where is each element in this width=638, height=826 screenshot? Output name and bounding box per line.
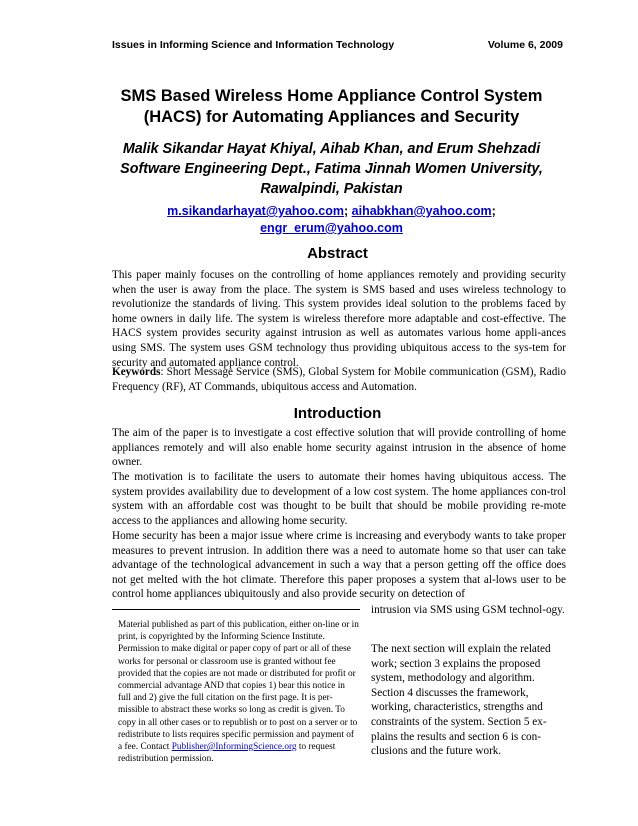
author-emails — [100, 203, 563, 237]
intro-paragraph-1: The aim of the paper is to investigate a cost effective solution that will provide controlling of home appliances remotely and will also enable home security against intrusion in the absence of home owner. — [112, 427, 566, 469]
intro-paragraph-3-continued: intrusion via SMS using GSM technol-ogy. — [371, 604, 565, 616]
author-names: Malik Sikandar Hayat Khiyal, Aihab Khan, and Erum Shehzadi — [122, 141, 541, 157]
notice-divider — [112, 609, 360, 610]
title-line-1: SMS Based Wireless Home Appliance Control System — [120, 87, 543, 105]
email-link-3[interactable]: engr_erum@yahoo.com — [260, 221, 403, 235]
keywords-paragraph — [112, 365, 566, 394]
title-line-2: (HACS) for Automating Appliances and Security — [143, 108, 520, 126]
intro-paragraph-3: Home security has been a major issue where crime is increasing and everybody wants to take proper measures to prevent intrusion. In addition there was a need to automate home so that user can take advantage of the technological advancement in such a way that a person getting off the office does not get melted with the hot climate. Therefore this paper proposes a system that al-lows user to be control home appliances ubiquitously and also provide security on detection of — [112, 530, 566, 601]
abstract-body: This paper mainly focuses on the controlling of home appliances remotely and providing security when the user is away from the place. The system is SMS based and uses wireless technology to revolutionize the standards of living. This system provides ideal solution to the problems faced by home owners in daily life. The system is wireless therefore more adaptable and cost-effective. The HACS system provides security against intrusion as well as automates various home appli-ances using SMS. The system uses GSM technology thus providing ubiquitous access to the sys-tem for security and automated appliance control. — [112, 269, 566, 369]
email-link-1[interactable]: m.sikandarhayat@yahoo.com — [167, 204, 345, 218]
intro-paragraph-4: The next section will explain the related work; section 3 explains the proposed system, methodology and algorithm. Section 4 discusses the framework, working, characteristics, strengths and constraints of the system. Section 5 ex-plains the results and section 6 is con-clusions and the future work. — [371, 643, 551, 758]
notice-text-end: to request redistribution permission. — [118, 742, 336, 765]
author-block — [100, 139, 563, 199]
keywords-text: : Short Message Service (SMS), Global System for Mobile communication (GSM), Radio Frequency (RF), AT Commands, ubiquitous access and Automation. — [112, 366, 566, 393]
email-separator: ; — [344, 204, 352, 218]
notice-text: Material published as part of this publication, either on-line or in print, is copyrighted by the Informing Science Institute. Permission to make digital or paper copy of part or all of these works for personal or classroom use is granted without fee provided that the copies are not made or distributed for profit or commercial advantage AND that copies 1) bear this notice in full and 2) give the full citation on the first page. It is per-missible to abstract these works so long as credit is given. To copy in all other cases or to republish or to post on a server or to redistribute to lists requires specific permission and payment of a fee. Contact — [118, 620, 359, 753]
introduction-heading: Introduction — [293, 405, 382, 422]
keywords-label: Keywords — [112, 366, 161, 378]
email-separator: ; — [491, 204, 496, 218]
running-header — [112, 39, 563, 51]
email-link-2[interactable]: aihabkhan@yahoo.com — [351, 204, 492, 218]
volume-label: Volume 6, 2009 — [487, 39, 563, 51]
intro-paragraph-2: The motivation is to facilitate the users to automate their homes having ubiquitous access. The system provides availability due to development of a low cost system. The home appliances con-trol system with an affordable cost was thought to be built that should be mobile providing re-mote access to the appliances and allowing home security. — [112, 471, 566, 527]
publisher-email-link[interactable]: Publisher@InformingScience.org — [171, 742, 297, 753]
copyright-notice — [118, 619, 360, 765]
author-location: Rawalpindi, Pakistan — [260, 181, 403, 197]
author-affiliation: Software Engineering Dept., Fatima Jinnah Women University, — [120, 161, 543, 177]
abstract-heading: Abstract — [307, 245, 368, 262]
journal-name: Issues in Informing Science and Information Technology — [112, 39, 395, 51]
paper-title — [100, 86, 563, 128]
